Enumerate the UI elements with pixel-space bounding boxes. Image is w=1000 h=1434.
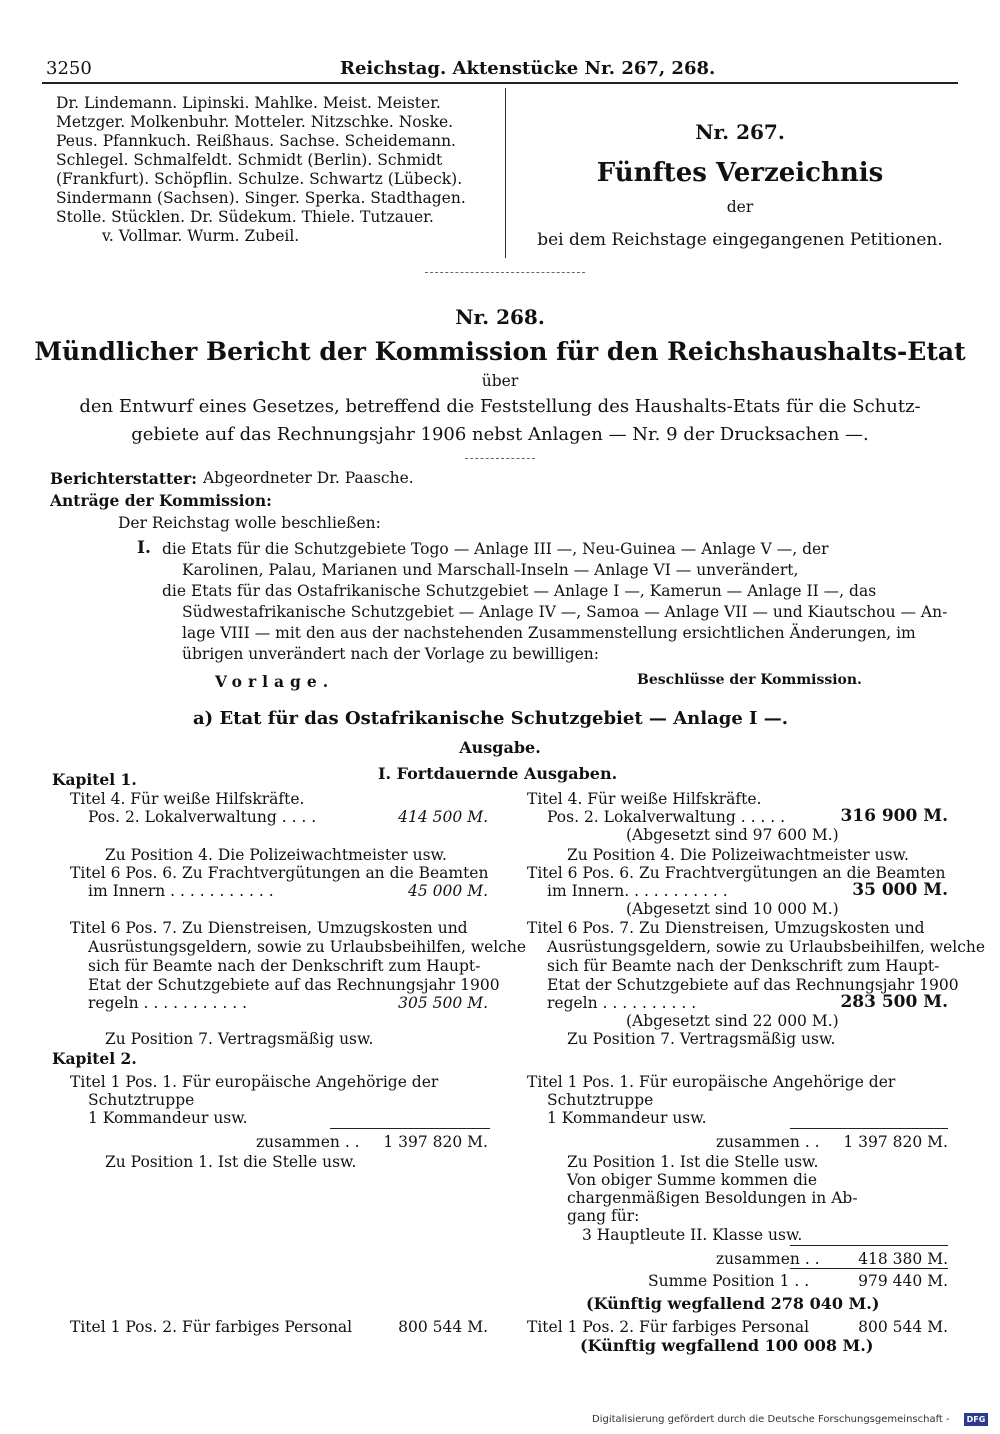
footer-credit: Digitalisierung gefördert durch die Deutsche Forschungsgemeinschaft -	[592, 1414, 950, 1425]
running-title: Reichstag. Aktenstücke Nr. 267, 268.	[340, 58, 716, 79]
kapitel-heading: Kapitel 2.	[52, 1049, 137, 1068]
sum-rule	[790, 1128, 948, 1129]
header-rule	[42, 82, 958, 84]
report-paragraph: lage VIII — mit den aus der nachstehenden Zusammenstellung ersichtlichen Änderungen, im	[182, 624, 916, 642]
nr267-der: der	[726, 198, 754, 216]
right-abgesetzt: (Abgesetzt sind 22 000 M.)	[626, 1012, 839, 1030]
sum-rule	[790, 1245, 948, 1246]
nr268-number: Nr. 268.	[455, 305, 545, 329]
left-amount: 305 500 M.	[398, 994, 488, 1012]
names-line: Schlegel. Schmalfeldt. Schmidt (Berlin). Schmidt	[56, 151, 443, 169]
left-zusammen: zusammen . .	[256, 1133, 360, 1151]
right-amount: 800 544 M.	[858, 1318, 948, 1336]
nr268-ueber: über	[481, 372, 519, 390]
sum-rule	[790, 1268, 948, 1269]
nr268-line2: gebiete auf das Rechnungsjahr 1906 nebst Anlagen — Nr. 9 der Drucksachen —.	[131, 424, 869, 445]
right-amount: 35 000 M.	[852, 880, 948, 900]
right-zusammen: zusammen . .	[716, 1133, 820, 1151]
names-line: (Frankfurt). Schöpflin. Schulze. Schwartz (Lübeck).	[56, 170, 463, 188]
kapitel-heading: Kapitel 1.	[52, 770, 137, 789]
kuenftig-wegfallend: (Künftig wegfallend 278 040 M.)	[586, 1294, 880, 1313]
right-line: Titel 4. Für weiße Hilfskräfte.	[527, 790, 762, 808]
left-line: regeln . . . . . . . . . . .	[88, 994, 248, 1012]
left-line: Pos. 2. Lokalverwaltung . . . .	[88, 808, 317, 826]
right-line: Titel 1 Pos. 1. Für europäische Angehörige der	[527, 1073, 896, 1091]
report-intro: Der Reichstag wolle beschließen:	[118, 514, 381, 532]
section-title: a) Etat für das Ostafrikanische Schutzgebiet — Anlage I —.	[193, 708, 789, 729]
names-line: Dr. Lindemann. Lipinski. Mahlke. Meist. Meister.	[56, 94, 441, 112]
names-line: Sindermann (Sachsen). Singer. Sperka. Stadthagen.	[56, 189, 466, 207]
left-line: Titel 4. Für weiße Hilfskräfte.	[70, 790, 305, 808]
right-line: regeln . . . . . . . . . .	[547, 994, 697, 1012]
right-line: Schutztruppe	[547, 1091, 654, 1109]
nr268-title: Mündlicher Bericht der Kommission für den Reichshaushalts-Etat	[34, 337, 966, 366]
right-line: gang für:	[567, 1207, 640, 1225]
right-zusammen: zusammen . .	[716, 1250, 820, 1268]
left-amount: 800 544 M.	[398, 1318, 488, 1336]
right-line: Pos. 2. Lokalverwaltung . . . . .	[547, 808, 786, 826]
kuenftig-wegfallend: (Künftig wegfallend 100 008 M.)	[580, 1336, 874, 1355]
left-line: im Innern . . . . . . . . . . .	[88, 882, 274, 900]
right-line: 1 Kommandeur usw.	[547, 1109, 707, 1127]
page-number: 3250	[46, 58, 92, 79]
sum-rule	[330, 1128, 490, 1129]
column-head-beschluesse: Beschlüsse der Kommission.	[637, 672, 862, 688]
right-amount: 1 397 820 M.	[843, 1133, 948, 1151]
column-head-vorlage: Vorlage.	[215, 672, 335, 691]
right-summe: Summe Position 1 . .	[648, 1272, 810, 1290]
column-divider	[505, 88, 506, 258]
left-amount: 45 000 M.	[408, 882, 488, 900]
right-line: Zu Position 4. Die Polizeiwachtmeister usw.	[567, 846, 909, 864]
nr268-line1: den Entwurf eines Gesetzes, betreffend die Feststellung des Haushalts-Etats für die Schutz-	[79, 396, 921, 417]
separator	[425, 272, 585, 273]
right-line: Von obiger Summe kommen die	[567, 1171, 818, 1189]
right-line: 3 Hauptleute II. Klasse usw.	[582, 1226, 803, 1244]
report-paragraph: die Etats für die Schutzgebiete Togo — Anlage III —, Neu-Guinea — Anlage V —, der	[162, 540, 829, 558]
ausgabe-heading: Ausgabe.	[459, 738, 541, 757]
nr267-number: Nr. 267.	[695, 120, 785, 144]
right-line: sich für Beamte nach der Denkschrift zum Haupt-	[547, 957, 940, 975]
report-paragraph: Karolinen, Palau, Marianen und Marschall-Inseln — Anlage VI — unverändert,	[182, 561, 799, 579]
left-amount: 414 500 M.	[398, 808, 488, 826]
right-amount: 418 380 M.	[858, 1250, 948, 1268]
antraege-heading: Anträge der Kommission:	[50, 491, 272, 510]
left-line: Titel 1 Pos. 1. Für europäische Angehörige der	[70, 1073, 439, 1091]
report-paragraph: übrigen unverändert nach der Vorlage zu bewilligen:	[182, 645, 600, 663]
right-line: Zu Position 1. Ist die Stelle usw.	[567, 1153, 819, 1171]
names-line: Peus. Pfannkuch. Reißhaus. Sachse. Scheidemann.	[56, 132, 456, 150]
separator	[465, 458, 535, 459]
right-abgesetzt: (Abgesetzt sind 10 000 M.)	[626, 900, 839, 918]
right-line: Ausrüstungsgeldern, sowie zu Urlaubsbeihilfen, welche	[547, 938, 986, 956]
right-line: Zu Position 7. Vertragsmäßig usw.	[567, 1030, 836, 1048]
right-line: Titel 1 Pos. 2. Für farbiges Personal	[527, 1318, 810, 1336]
berichterstatter-label: Berichterstatter:	[50, 469, 197, 488]
report-paragraph: die Etats für das Ostafrikanische Schutzgebiet — Anlage I —, Kamerun — Anlage II —, das	[162, 582, 877, 600]
right-amount: 283 500 M.	[840, 992, 948, 1012]
left-line: Zu Position 1. Ist die Stelle usw.	[105, 1153, 357, 1171]
right-amount: 979 440 M.	[858, 1272, 948, 1290]
left-line: Ausrüstungsgeldern, sowie zu Urlaubsbeihilfen, welche	[88, 938, 527, 956]
left-line: sich für Beamte nach der Denkschrift zum Haupt-	[88, 957, 481, 975]
right-line: im Innern. . . . . . . . . . .	[547, 882, 728, 900]
right-amount: 316 900 M.	[840, 806, 948, 826]
right-line: chargenmäßigen Besoldungen in Ab-	[567, 1189, 858, 1207]
right-line: Etat der Schutzgebiete auf das Rechnungsjahr 1900	[547, 976, 959, 994]
right-line: Titel 6 Pos. 6. Zu Frachtvergütungen an die Beamten	[527, 864, 946, 882]
nr267-subtitle: bei dem Reichstage eingegangenen Petitionen.	[537, 230, 943, 250]
left-line: Zu Position 7. Vertragsmäßig usw.	[105, 1030, 374, 1048]
dfg-logo: DFG	[964, 1413, 988, 1426]
left-amount: 1 397 820 M.	[383, 1133, 488, 1151]
names-line: Metzger. Molkenbuhr. Motteler. Nitzschke. Noske.	[56, 113, 454, 131]
berichterstatter-value: Abgeordneter Dr. Paasche.	[203, 469, 414, 487]
roman-numeral: I.	[137, 538, 151, 558]
left-line: Titel 1 Pos. 2. Für farbiges Personal	[70, 1318, 353, 1336]
report-paragraph: Südwestafrikanische Schutzgebiet — Anlage IV —, Samoa — Anlage VII — und Kiautschou — An-	[182, 603, 948, 621]
names-line: v. Vollmar. Wurm. Zubeil.	[102, 227, 300, 245]
left-line: 1 Kommandeur usw.	[88, 1109, 248, 1127]
left-line: Titel 6 Pos. 6. Zu Frachtvergütungen an die Beamten	[70, 864, 489, 882]
right-line: Titel 6 Pos. 7. Zu Dienstreisen, Umzugskosten und	[527, 919, 925, 937]
names-line: Stolle. Stücklen. Dr. Südekum. Thiele. Tutzauer.	[56, 208, 434, 226]
left-line: Schutztruppe	[88, 1091, 195, 1109]
fortdauernde-heading: I. Fortdauernde Ausgaben.	[378, 764, 618, 783]
left-line: Etat der Schutzgebiete auf das Rechnungsjahr 1900	[88, 976, 500, 994]
left-line: Titel 6 Pos. 7. Zu Dienstreisen, Umzugskosten und	[70, 919, 468, 937]
right-abgesetzt: (Abgesetzt sind 97 600 M.)	[626, 826, 839, 844]
left-line: Zu Position 4. Die Polizeiwachtmeister usw.	[105, 846, 447, 864]
nr267-title: Fünftes Verzeichnis	[596, 158, 884, 188]
